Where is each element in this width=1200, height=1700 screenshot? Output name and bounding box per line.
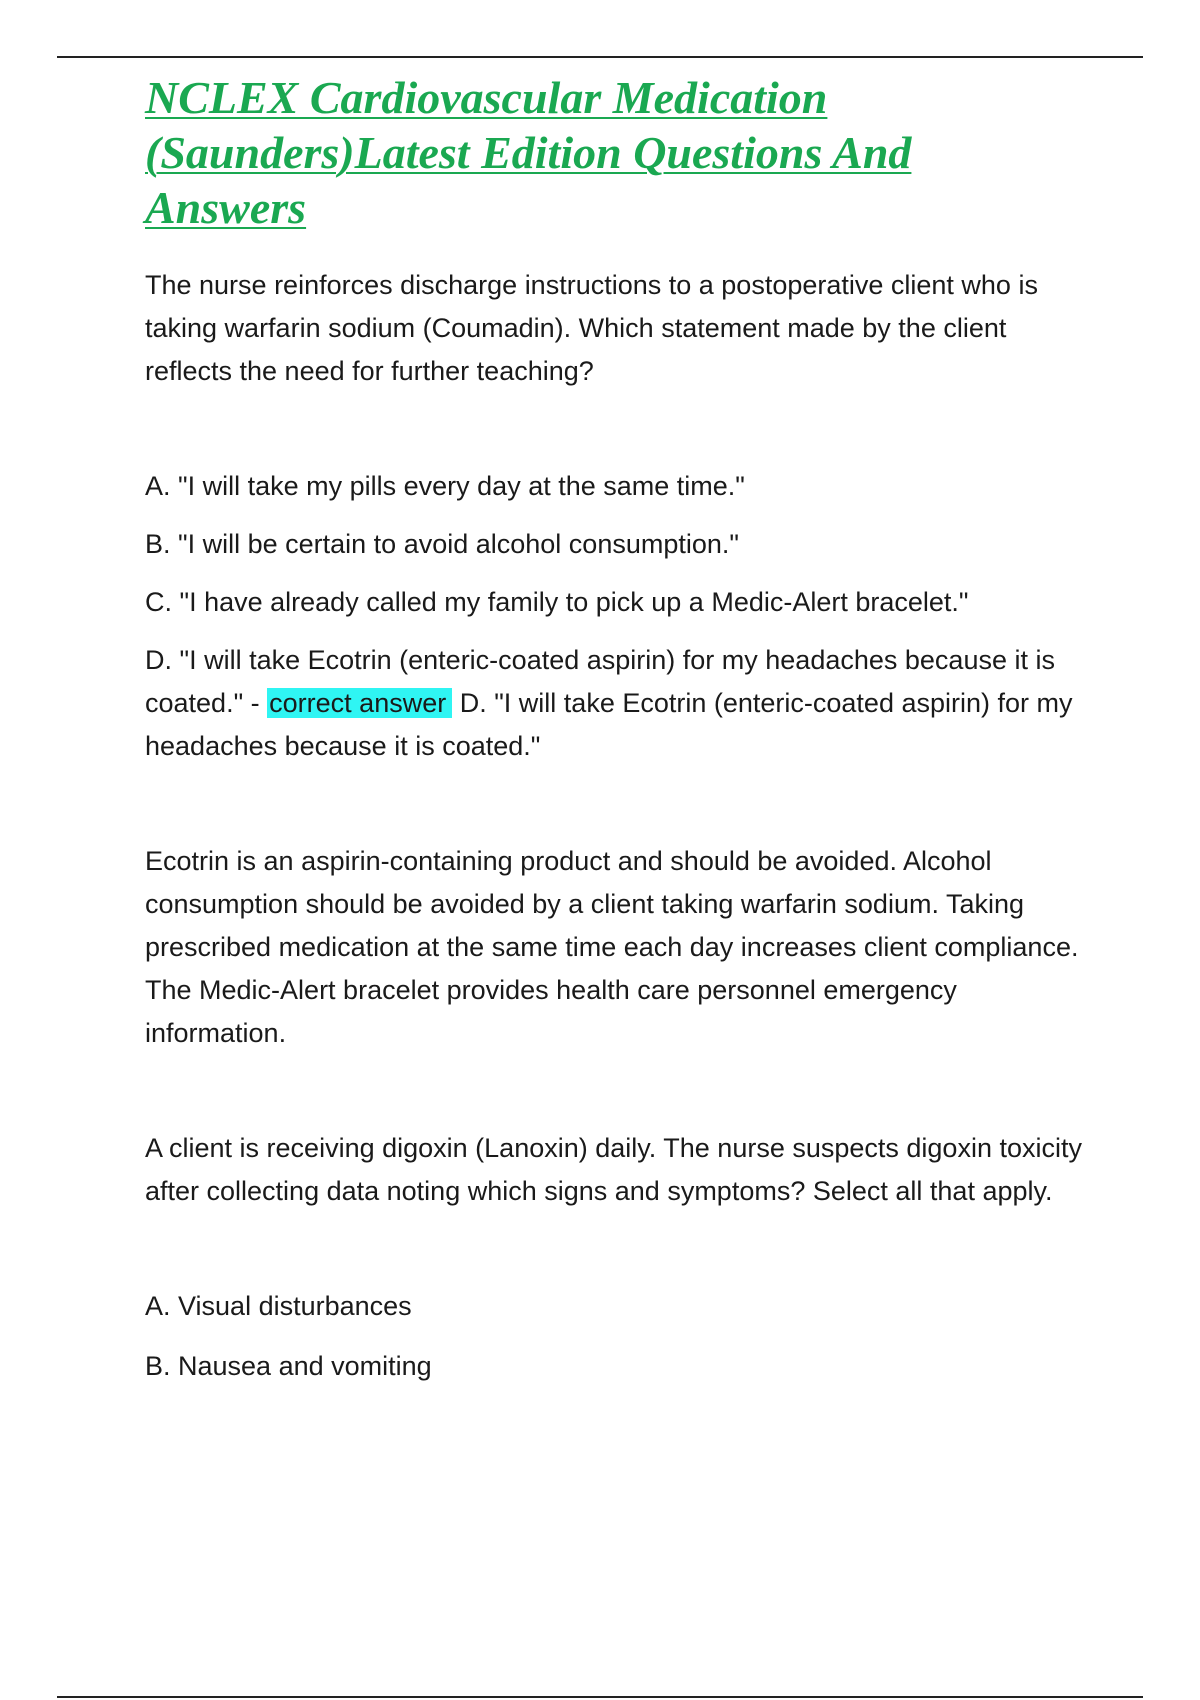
correct-answer-text: D. "I will take Ecotrin (enteric-coated aspirin) for my headaches because it is coated." <box>145 688 1073 761</box>
correct-answer-highlight: correct answer <box>267 688 452 718</box>
question-1-option-c: C. "I have already called my family to pick up a Medic-Alert bracelet." <box>145 587 969 617</box>
question-2-option-a: A. Visual disturbances <box>145 1291 412 1321</box>
option-d-text: D. "I will take Ecotrin (enteric-coated aspirin) for my headaches because it is coated." - <box>145 645 1055 718</box>
question-1-option-d <box>145 639 1095 768</box>
document-title: NCLEX Cardiovascular Medication (Saunders)Latest Edition Questions And Answers <box>145 72 912 233</box>
top-divider <box>57 56 1143 58</box>
question-1-option-a: A. "I will take my pills every day at the same time." <box>145 471 745 501</box>
question-1-stem: The nurse reinforces discharge instructions to a postoperative client who is taking warfarin sodium (Coumadin). Which statement made by the client reflects the need for further teaching? <box>145 270 1038 386</box>
question-1-rationale: Ecotrin is an aspirin-containing product and should be avoided. Alcohol consumption should be avoided by a client taking warfarin sodium. Taking prescribed medication at the same time each day increases client compliance. The Medic-Alert bracelet provides health care personnel emergency information. <box>145 846 1079 1048</box>
question-2-option-b: B. Nausea and vomiting <box>145 1351 432 1381</box>
document-body <box>145 70 1095 1388</box>
question-2-stem: A client is receiving digoxin (Lanoxin) daily. The nurse suspects digoxin toxicity after collecting data noting which signs and symptoms? Select all that apply. <box>145 1133 1082 1206</box>
question-1-option-b: B. "I will be certain to avoid alcohol consumption." <box>145 529 739 559</box>
bottom-divider <box>57 1696 1143 1698</box>
